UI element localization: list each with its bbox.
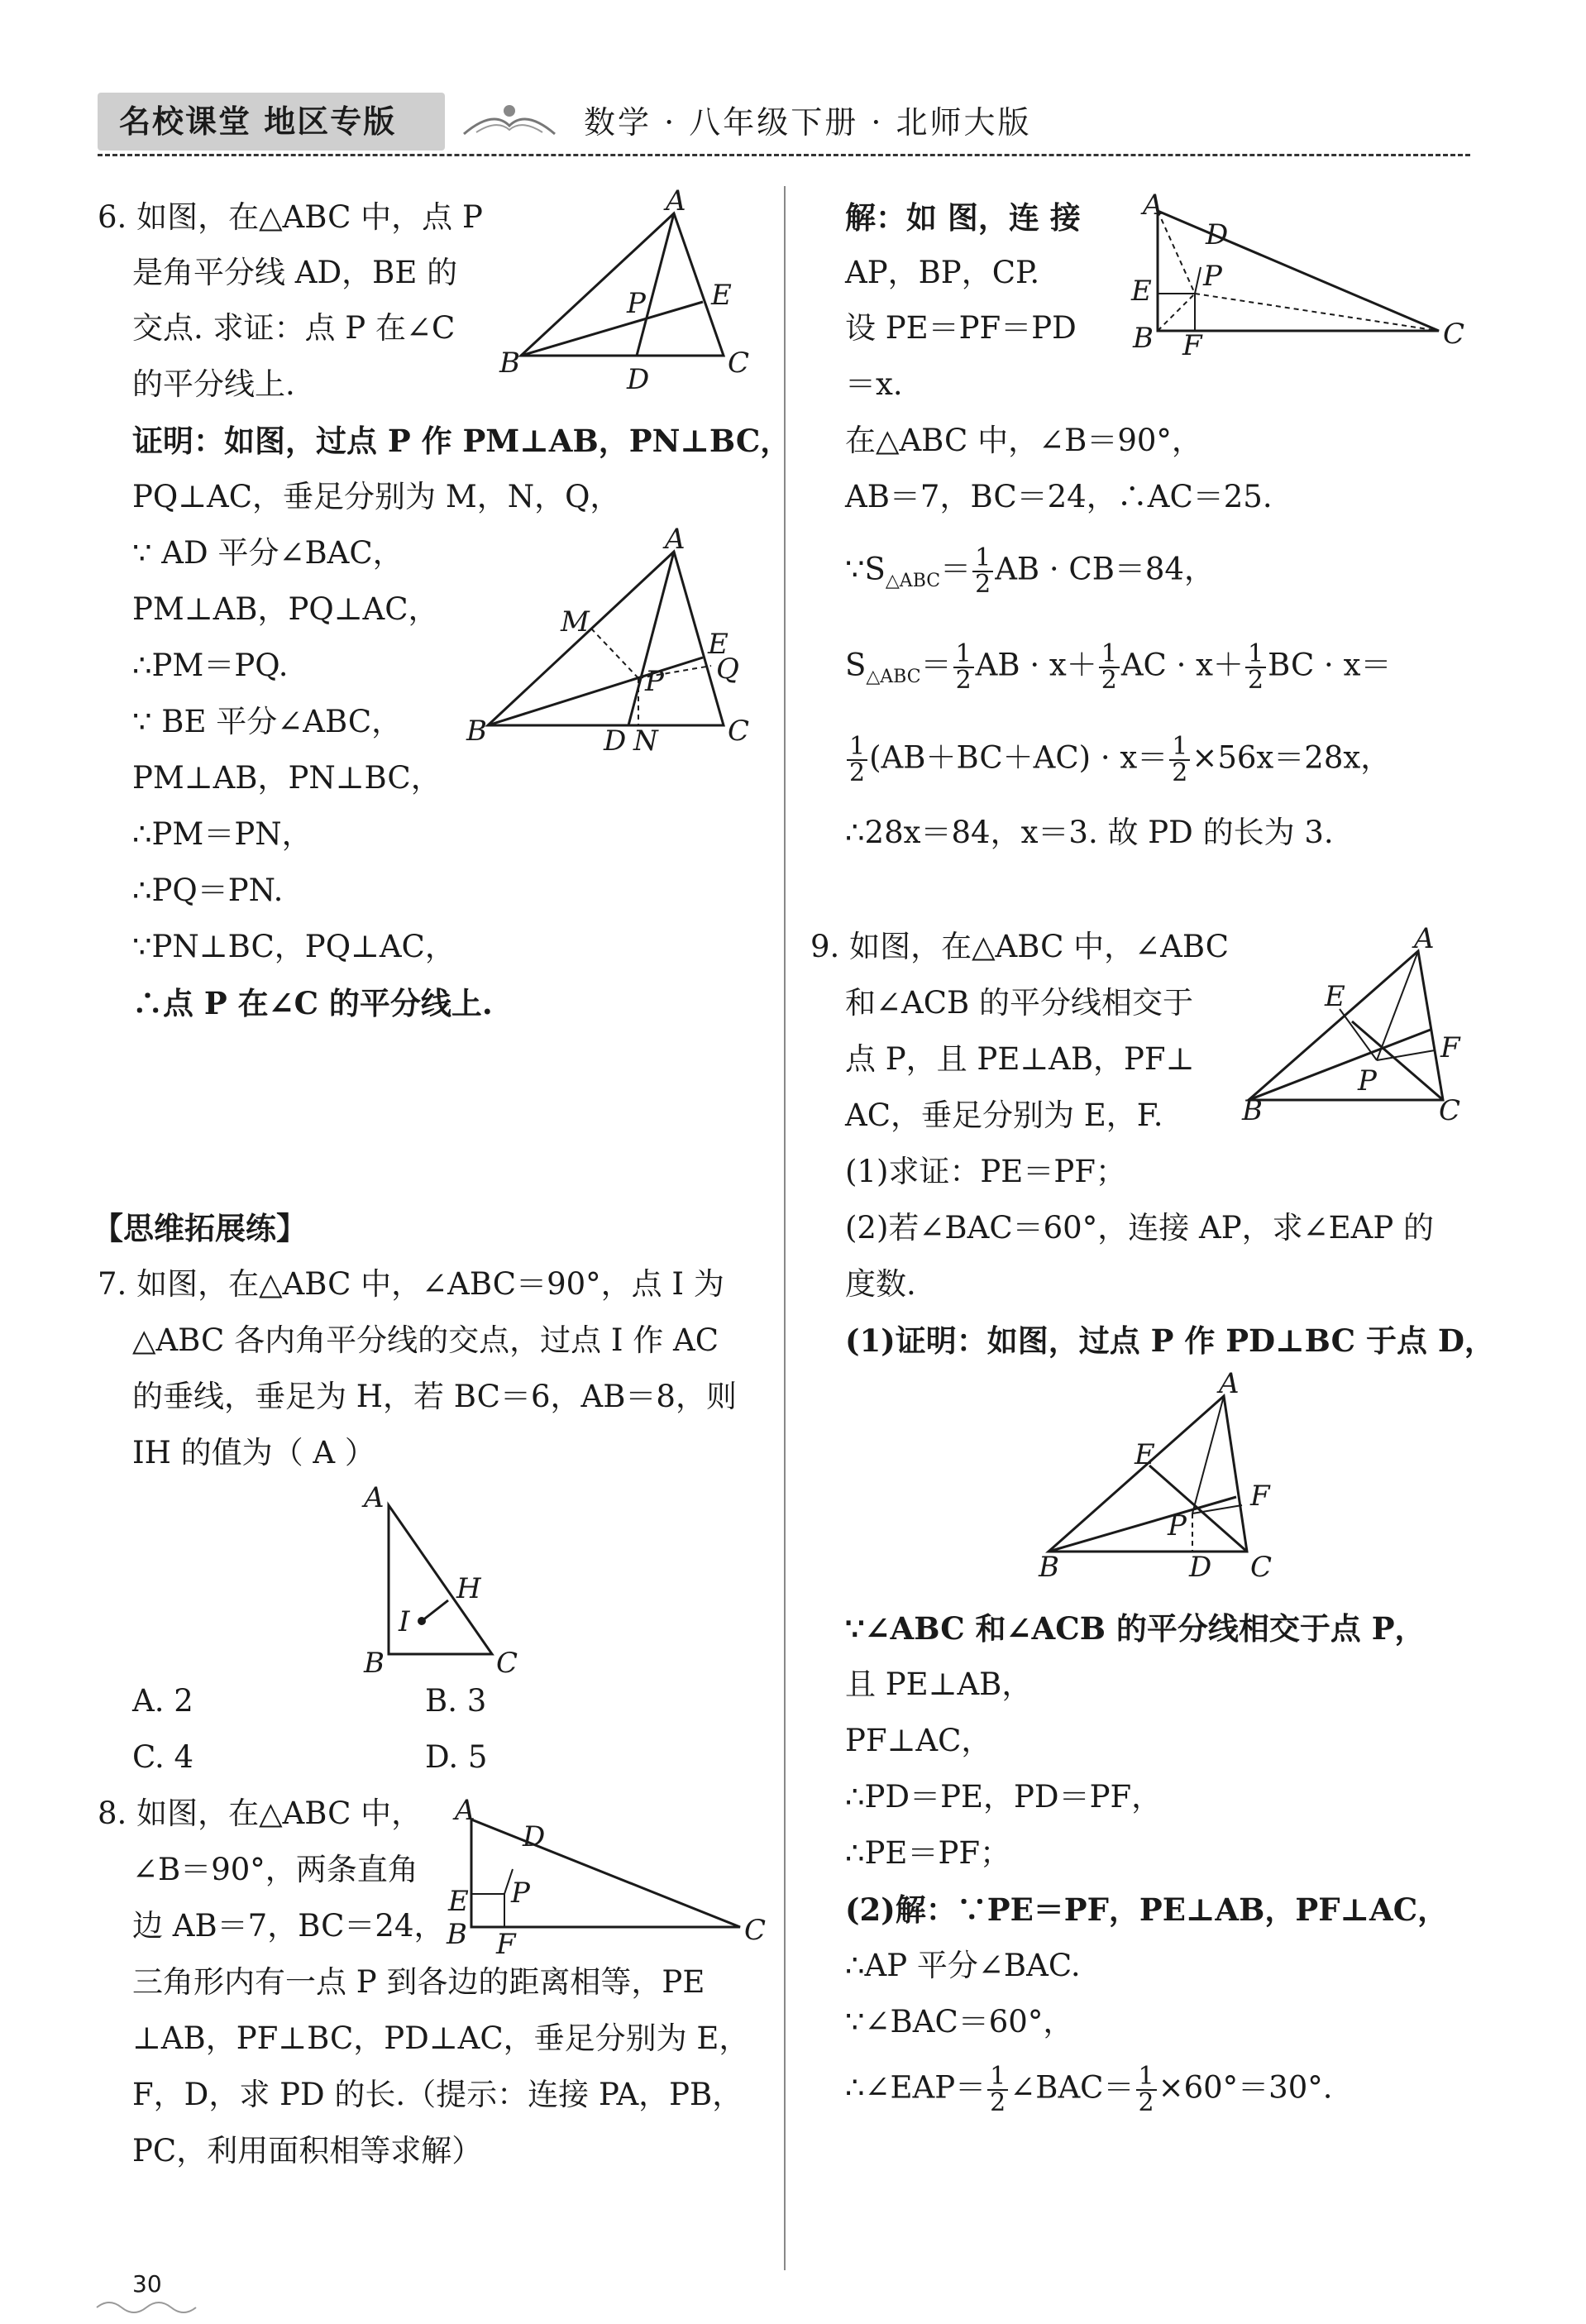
swirl-ornament-icon <box>93 2298 200 2316</box>
left-text-line: C. 4 <box>132 1739 194 1775</box>
left-text-line: △ABC 各内角平分线的交点，过点 I 作 AC <box>132 1322 719 1358</box>
figure-problem-6 <box>496 184 761 397</box>
left-text-line: D. 5 <box>425 1739 488 1775</box>
right-text-line: ∴AP 平分∠BAC. <box>845 1948 1081 1983</box>
svg-text:A: A <box>1219 1367 1240 1400</box>
svg-text:D: D <box>604 724 627 758</box>
right-text-line: (1)证明：如图，过点 P 作 PD⊥BC 于点 D， <box>845 1322 1495 1359</box>
right-text-line: ∵∠ABC 和∠ACB 的平分线相交于点 P， <box>845 1610 1426 1647</box>
left-text-line: F，D，求 PD 的长.（提示：连接 PA，PB， <box>132 2077 743 2112</box>
svg-text:B: B <box>1133 322 1154 355</box>
right-text-line: 在△ABC 中，∠B＝90°， <box>845 423 1202 458</box>
left-text-line: PM⊥AB，PQ⊥AC， <box>132 591 439 627</box>
formula-area-2: $S_{\triangle ABC}=$ $\frac{1}{2}$ AB · x＋ $\frac{1}{2}$ AC · x＋ $\frac{1}{2}$ BC · x＝ <box>845 639 1392 695</box>
left-text-line: ∴PM＝PQ. <box>132 648 289 683</box>
left-text-line: IH 的值为（ A ） <box>132 1435 375 1470</box>
formula-area-3: $\frac{1}{2}$ (AB＋BC＋AC) · x＝ $\frac{1}{2}$ ×56x＝28x， <box>845 734 1391 786</box>
label-P: P <box>627 287 646 320</box>
figure-problem-9 <box>1232 922 1480 1127</box>
left-text-line: ∵ BE 平分∠ABC， <box>132 704 403 739</box>
label-A: A <box>666 184 686 218</box>
svg-text:H: H <box>456 1572 481 1605</box>
right-text-line: 和∠ACB 的平分线相交于 <box>845 985 1193 1021</box>
figure-problem-8-solution <box>1125 189 1472 362</box>
svg-text:E: E <box>1135 1438 1155 1471</box>
left-text-line: ∴点 P 在∠C 的平分线上. <box>132 985 493 1021</box>
left-text-line: 的平分线上. <box>132 366 295 402</box>
left-text-line: ∵ AD 平分∠BAC， <box>132 535 404 571</box>
svg-text:D: D <box>1206 218 1229 251</box>
label-B: B <box>499 347 520 380</box>
svg-text:P: P <box>645 665 664 698</box>
svg-text:B: B <box>364 1647 385 1680</box>
svg-text:P: P <box>1168 1509 1187 1542</box>
svg-text:N: N <box>633 724 658 758</box>
left-text-line: 边 AB＝7，BC＝24， <box>132 1908 445 1944</box>
right-text-line: (2)若∠BAC＝60°，连接 AP，求∠EAP 的 <box>845 1210 1434 1246</box>
leaf-ornament-icon <box>460 101 559 142</box>
svg-text:E: E <box>1131 275 1152 308</box>
left-text-line: 三角形内有一点 P 到各边的距离相等，PE <box>132 1964 705 2000</box>
left-text-line: 交点. 求证：点 P 在∠C <box>132 310 456 346</box>
column-divider <box>784 186 786 2270</box>
right-text-line: ∴PE＝PF； <box>845 1835 1011 1871</box>
right-text-line: AP，BP，CP. <box>845 255 1040 290</box>
right-text-line: 且 PE⊥AB， <box>845 1666 1033 1702</box>
svg-text:P: P <box>511 1877 530 1910</box>
right-text-line: PF⊥AC， <box>845 1723 992 1758</box>
left-text-line: ∵PN⊥BC，PQ⊥AC， <box>132 929 456 964</box>
right-text-line: 解：如 图，连 接 <box>845 199 1081 236</box>
series-title: 名校课堂 地区专版 <box>98 93 445 151</box>
svg-text:P: P <box>1203 260 1222 293</box>
left-text-line: PQ⊥AC，垂足分别为 M，N，Q， <box>132 479 621 514</box>
svg-text:D: D <box>1189 1551 1212 1584</box>
right-text-line: (1)求证：PE＝PF； <box>845 1154 1126 1189</box>
label-D: D <box>627 363 650 396</box>
svg-text:E: E <box>708 628 729 661</box>
left-text-line: ∴PM＝PN， <box>132 816 313 852</box>
right-text-line: ∴28x＝84，x＝3. 故 PD 的长为 3. <box>845 815 1334 850</box>
left-text-line: 证明：如图，过点 P 作 PM⊥AB，PN⊥BC， <box>132 423 791 459</box>
svg-text:Q: Q <box>716 653 739 686</box>
figure-problem-6-proof <box>463 523 761 765</box>
svg-text:E: E <box>1325 980 1345 1013</box>
left-text-line: 的垂线，垂足为 H，若 BC＝6，AB＝8，则 <box>132 1379 737 1414</box>
left-text-line: 7. 如图，在△ABC 中，∠ABC＝90°，点 I 为 <box>98 1266 724 1302</box>
left-text-line: 是角平分线 AD，BE 的 <box>132 255 458 290</box>
right-text-line: ∵∠BAC＝60°， <box>845 2004 1074 2039</box>
svg-text:C: C <box>1443 318 1465 351</box>
left-text-line: PM⊥AB，PN⊥BC， <box>132 760 442 796</box>
svg-text:C: C <box>728 715 750 748</box>
label-C: C <box>728 347 750 380</box>
right-text-line: AC，垂足分别为 E，F. <box>845 1097 1163 1133</box>
svg-text:A: A <box>1143 189 1163 222</box>
page-header <box>98 93 1470 167</box>
svg-text:C: C <box>496 1647 518 1680</box>
left-text-line: B. 3 <box>425 1683 487 1719</box>
svg-text:F: F <box>1250 1480 1270 1513</box>
right-text-line: (2)解：∵PE＝PF，PE⊥AB，PF⊥AC， <box>845 1891 1449 1928</box>
left-text-line: PC，利用面积相等求解） <box>132 2133 483 2169</box>
svg-text:M: M <box>561 605 590 638</box>
right-text-line: 点 P，且 PE⊥AB，PF⊥ <box>845 1041 1195 1077</box>
svg-text:C: C <box>1439 1094 1461 1127</box>
svg-text:A: A <box>665 523 686 556</box>
left-text-line: 6. 如图，在△ABC 中，点 P <box>98 199 483 235</box>
svg-text:B: B <box>1039 1551 1059 1584</box>
svg-text:B: B <box>466 715 487 748</box>
left-text-line: 8. 如图，在△ABC 中， <box>98 1796 423 1831</box>
right-text-line: 9. 如图，在△ABC 中，∠ABC <box>810 929 1230 964</box>
svg-text:F: F <box>1182 329 1202 362</box>
figure-problem-9-proof <box>1034 1367 1298 1596</box>
svg-text:A: A <box>1414 922 1435 955</box>
svg-text:F: F <box>496 1928 516 1961</box>
svg-text:C: C <box>744 1914 767 1947</box>
formula-area-1: $\because S_{\triangle ABC}=$ $\frac{1}{2}$ AB · CB＝84， <box>845 543 1215 599</box>
left-text-line: 【思维拓展练】 <box>93 1210 307 1246</box>
subject-title: 数学 · 八年级下册 · 北师大版 <box>584 104 1032 141</box>
svg-text:F: F <box>1440 1031 1460 1064</box>
figure-problem-8 <box>430 1794 767 1961</box>
right-text-line: ＝x. <box>845 366 903 402</box>
left-text-line: A. 2 <box>132 1683 193 1719</box>
svg-text:B: B <box>447 1918 467 1951</box>
formula-eap: ∴∠EAP＝ $\frac{1}{2}$ ∠BAC＝ $\frac{1}{2}$ ×60°＝30°. <box>845 2062 1333 2117</box>
label-E: E <box>711 279 732 312</box>
svg-text:P: P <box>1358 1064 1377 1097</box>
right-text-line: ∴PD＝PE，PD＝PF， <box>845 1779 1163 1815</box>
header-rule <box>98 154 1470 156</box>
svg-text:A: A <box>364 1481 385 1514</box>
left-text-line: ⊥AB，PF⊥BC，PD⊥AC，垂足分别为 E， <box>132 2020 750 2056</box>
svg-text:B: B <box>1242 1094 1263 1127</box>
svg-text:I: I <box>399 1605 410 1638</box>
right-text-line: 设 PE＝PF＝PD <box>845 310 1077 346</box>
svg-text:E: E <box>448 1885 469 1918</box>
right-text-line: 度数. <box>845 1266 916 1302</box>
svg-text:C: C <box>1250 1551 1273 1584</box>
svg-text:D: D <box>523 1820 546 1853</box>
figure-problem-7 <box>356 1481 537 1680</box>
page-number: 30 <box>132 2270 162 2298</box>
svg-text:A: A <box>455 1794 475 1827</box>
left-text-line: ∴PQ＝PN. <box>132 873 284 908</box>
left-text-line: ∠B＝90°，两条直角 <box>132 1852 418 1887</box>
right-text-line: AB＝7，BC＝24，∴AC＝25. <box>845 479 1273 514</box>
